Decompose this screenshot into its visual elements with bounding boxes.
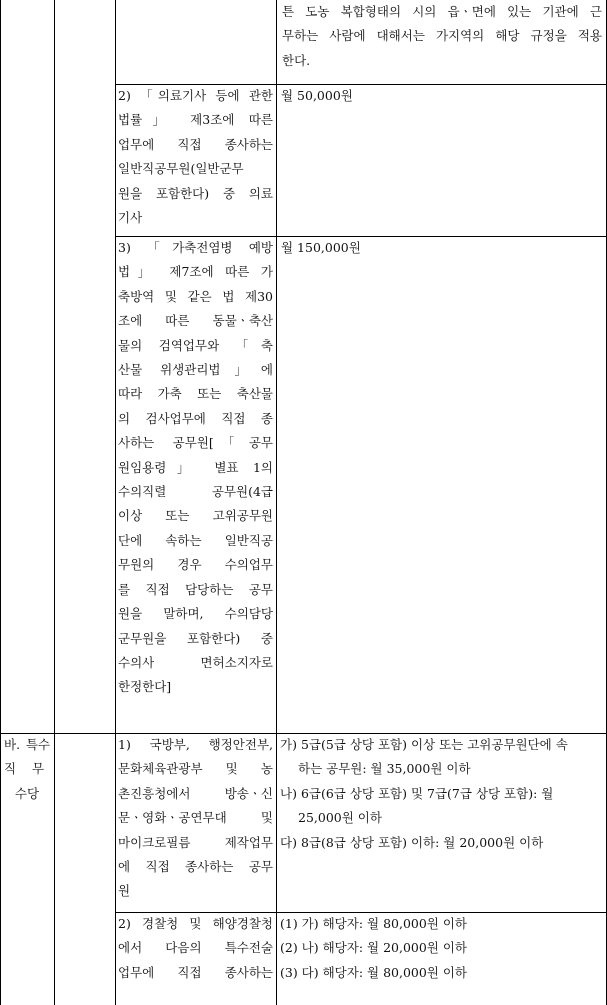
text-line: 이상 또는 고위공무원 xyxy=(118,508,273,524)
text-line: 조에 따른 동물ㆍ축산 xyxy=(118,313,273,329)
media-production-description xyxy=(118,733,273,904)
continued-rule-text xyxy=(282,0,602,73)
medical-technician-amount xyxy=(281,84,601,108)
text-line: 한다. xyxy=(282,52,311,68)
item-marker: 가) xyxy=(280,737,297,752)
special-tactics-amounts xyxy=(280,912,603,985)
text-line: 군무원을 포함한다) 중 xyxy=(118,630,273,646)
text-line: 마이크로필름 제작업무 xyxy=(118,834,273,850)
text-line: 튼 도농 복합형태의 시의 읍ㆍ면에 있는 기관에 근 xyxy=(282,4,602,19)
veterinary-amount xyxy=(281,236,601,260)
special-duty-allowance-label xyxy=(2,733,52,806)
text-line: 법률」 제3조에 따른 xyxy=(118,112,273,128)
text-line: 법」 제7조에 따른 가 xyxy=(118,264,273,280)
text-line: 물의 검역업무와 「축 xyxy=(118,337,273,353)
item-text: 5급(5급 상당 포함) 이상 또는 고위공무원단에 속 xyxy=(300,737,568,752)
text-line: 촌진흥청에서 방송ㆍ신 xyxy=(118,785,273,801)
text-line: 원 xyxy=(118,883,131,899)
text-line: 산물 위생관리법」에 xyxy=(118,362,273,378)
table-border-left xyxy=(0,0,1,1005)
text-line: 업무에 직접 종사하는 xyxy=(118,964,273,980)
special-tactics-description xyxy=(118,912,273,985)
text-line: 사하는 공무원[「공무 xyxy=(118,435,273,451)
item-text: 6급(6급 상당 포함) 및 7급(7급 상당 포함): 월 xyxy=(300,785,554,801)
media-production-amounts xyxy=(280,733,603,855)
text-line: 원을 말하며, 수의담당 xyxy=(118,606,273,622)
text-line: 1) 국방부, 행정안전부, xyxy=(118,737,273,752)
text-line: 업무에 직접 종사하는 xyxy=(118,136,273,152)
column-divider-3 xyxy=(276,0,277,1005)
column-divider-1 xyxy=(54,0,55,1005)
text-line: 수의사 면허소지자로 xyxy=(118,654,273,670)
text-line: 문ㆍ영화ㆍ공연무대 및 xyxy=(118,810,273,826)
text-line: 원을 포함한다) 중 의료 xyxy=(118,185,273,201)
amount-item xyxy=(280,733,603,757)
amount-item: (1) 가) 해당자: 월 80,000원 이하 xyxy=(280,916,467,931)
amount-item-continued: 25,000원 이하 xyxy=(298,810,382,826)
text-line: 3) 「가축전염병 예방 xyxy=(118,240,273,255)
label-line: 수당 xyxy=(14,785,40,801)
amount-item: (2) 나) 해당자: 월 20,000원 이하 xyxy=(280,940,467,956)
text-line: 일반직공무원(일반군무 xyxy=(118,161,244,177)
text-line: 원임용령」 별표 1의 xyxy=(118,459,273,475)
text-line: 에 직접 종사하는 공무 xyxy=(118,859,273,875)
text-line: 따라 가축 또는 축산물 xyxy=(118,386,273,402)
text-line: 수의직렬 공무원(4급 xyxy=(118,484,273,500)
item-marker: 다) xyxy=(280,834,297,850)
text-line: 2) 「의료기사 등에 관한 xyxy=(118,88,273,103)
text-line: 축방역 및 같은 법 제30 xyxy=(118,288,273,304)
label-line: 직 무 xyxy=(3,761,51,777)
text-line: 무원의 경우 수의업무 xyxy=(118,557,273,573)
text-line: 단에 속하는 일반직공 xyxy=(118,532,273,548)
text-line: 기사 xyxy=(118,210,143,226)
amount-item: (3) 다) 해당자: 월 80,000원 이하 xyxy=(280,964,467,980)
amount-item xyxy=(280,782,603,806)
text-line: 문화체육관광부 및 농 xyxy=(118,761,273,777)
text-line: 를 직접 담당하는 공무 xyxy=(118,581,273,597)
amount-item xyxy=(280,831,603,855)
text-line: 한정한다] xyxy=(118,679,172,695)
amount-text: 월 150,000원 xyxy=(281,240,361,255)
text-line: 2) 경찰청 및 해양경찰청 xyxy=(118,916,273,931)
amount-text: 월 50,000원 xyxy=(281,88,353,103)
amount-item-continued: 하는 공무원: 월 35,000원 이하 xyxy=(298,761,471,777)
medical-technician-description xyxy=(118,84,273,230)
text-line: 무하는 사람에 대해서는 가지역의 해당 규정을 적용 xyxy=(282,28,602,44)
text-line: 의 검사업무에 직접 종 xyxy=(118,410,273,426)
label-line: 바. 특수 xyxy=(4,737,50,752)
item-text: 8급(8급 상당 포함) 이하: 월 20,000원 이하 xyxy=(300,834,544,850)
item-marker: 나) xyxy=(280,785,297,801)
text-line: 에서 다음의 특수전술 xyxy=(118,940,273,956)
veterinary-description xyxy=(118,236,273,700)
column-divider-2 xyxy=(115,0,116,1005)
